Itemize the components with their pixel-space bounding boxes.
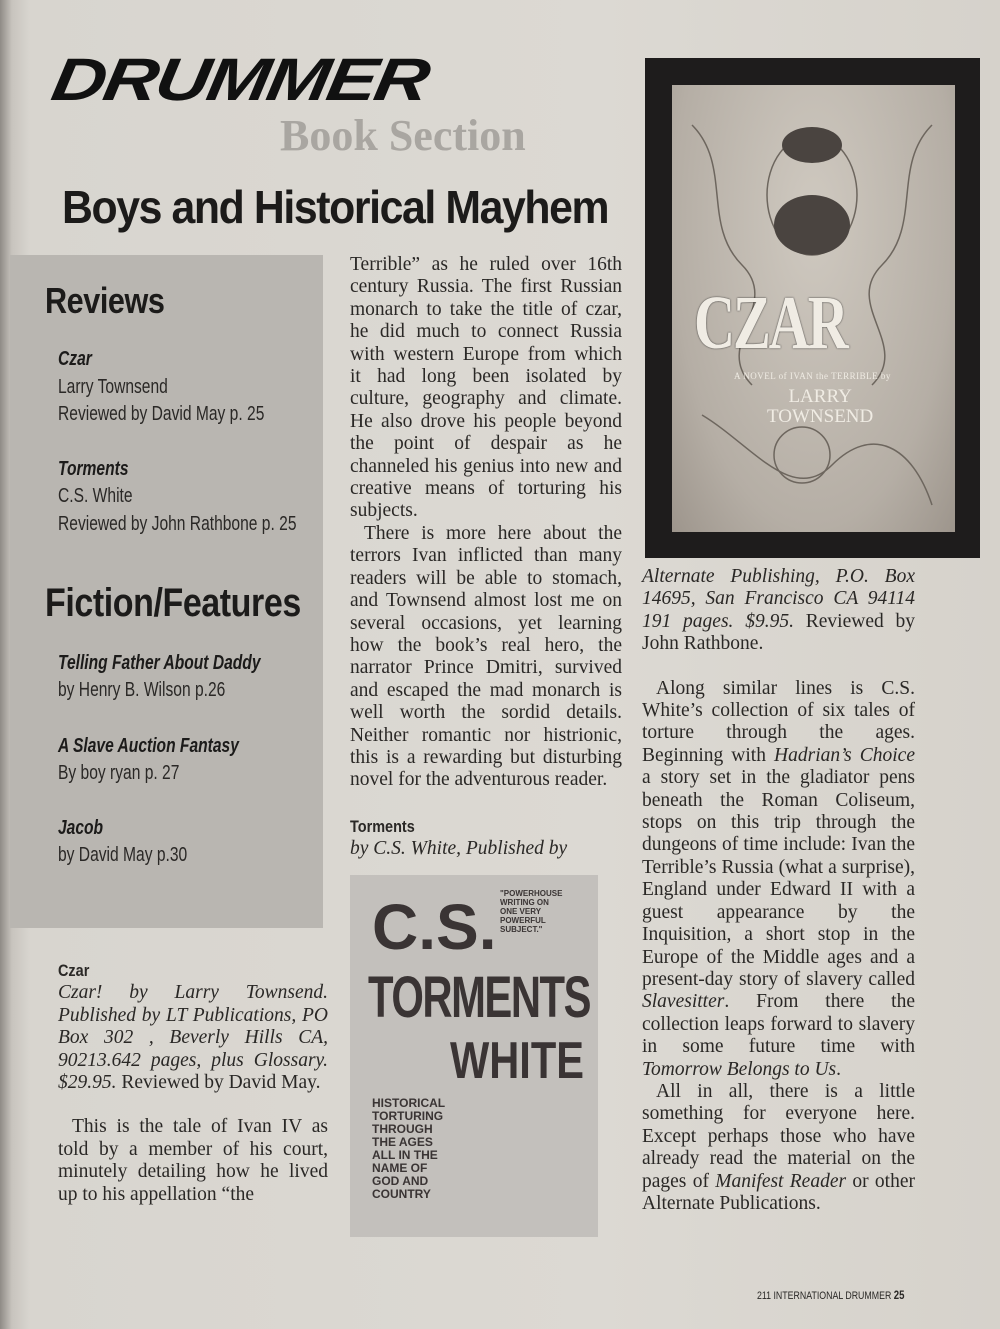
- torments-paragraph: All in all, there is a little something for everyone here. Except perhaps those who have already read the material on the pages of Manifest Reader or other Alternate Publications.: [642, 1080, 915, 1214]
- czar-paragraph: There is more here about the terrors Ivan inflicted than many readers will be able to stomach, and Townsend almost lost me on several occasions, yet learning how the book’s real hero, the narrator Prince Dmitri, survived and escaped the mad monarch is well worth the sordid details. Neither romantic nor histrionic, this is a rewarding but disturbing novel for the adventurous reader.: [350, 522, 622, 791]
- cover-title: CZAR: [694, 281, 847, 365]
- torments-subhead: Torments: [350, 816, 415, 836]
- czar-review-start: [58, 960, 328, 1206]
- cover-quote: "POWERHOUSE WRITING ON ONE VERY POWERFUL SUBJECT.": [500, 888, 563, 934]
- review-reviewer: Reviewed by John Rathbone p. 25: [58, 513, 297, 535]
- cover-author-first: LARRY: [788, 386, 852, 407]
- contents-sidebar: [10, 255, 323, 928]
- cover-author: [767, 387, 873, 427]
- fiction-title: Jacob: [58, 817, 104, 839]
- fiction-title: Telling Father About Daddy: [58, 652, 261, 674]
- czar-paragraph: Terrible” as he ruled over 16th century Russia. The first Russian monarch to take the title of czar, he did much to connect Russia with western Europe from which it had long been isolated by culture, geography and climate. He also drove his people beyond the point of despair as he channeled his genius into new and creative means of torturing his subjects.: [350, 254, 622, 522]
- fiction-byline: by David May p.30: [58, 844, 188, 866]
- torments-reviewer: Reviewed by John Rathbone.: [642, 610, 916, 655]
- page-number: 25: [893, 1288, 905, 1302]
- fiction-title: A Slave Auction Fantasy: [58, 735, 239, 757]
- torments-paragraph: Along similar lines is C.S. White’s collection of six tales of torture through the ages. Beginning with Hadrian’s Choice a story set in the gladiator pens beneath the Roman Coliseum, stops on this trip through the dungeons of time include: Ivan the Terrible’s Russia (what a surprise), England under Edward II with a guest appearance by the Inquisition, a short stop in the Europe of the Middle ages and a present-day story of slavery called Slavesitter. From there the collection leaps forward to slavery in some future time with Tomorrow Belongs to Us.: [642, 677, 915, 1080]
- cover-subtitle: A NOVEL of IVAN the TERRIBLE by: [734, 371, 891, 381]
- review-author: C.S. White: [58, 485, 133, 507]
- magazine-logo: DRUMMER: [46, 46, 433, 113]
- torments-review: [642, 566, 915, 1215]
- torments-citation: by C.S. White, Published by: [350, 838, 568, 860]
- review-reviewer: Reviewed by David May p. 25: [58, 403, 265, 425]
- cover-surname: WHITE: [450, 1031, 585, 1090]
- review-author: Larry Townsend: [58, 376, 168, 398]
- fiction-heading: Fiction/Features: [45, 581, 301, 625]
- page-footer: [757, 1288, 904, 1302]
- reviews-heading: Reviews: [45, 280, 165, 321]
- czar-review-continued: [350, 254, 622, 1237]
- book-section-label: Book Section: [280, 111, 526, 160]
- cover-art: [672, 85, 955, 532]
- cover-initials: C.S.: [372, 890, 497, 963]
- czar-subhead: Czar: [58, 961, 90, 980]
- cover-title: TORMENTS: [368, 964, 591, 1030]
- czar-citation: Czar! by Larry Townsend. Published by LT Publications, PO Box 302 , Beverly Hills CA, 90213.642 pages, plus Glossary. $29.95.: [58, 982, 328, 1094]
- czar-paragraph: This is the tale of Ivan IV as told by a member of his court, minutely detailing how he lived up to his appellation “the: [58, 1116, 328, 1205]
- review-title: Torments: [58, 458, 129, 480]
- cover-tagline: HISTORICAL TORTURING THROUGH THE AGES ALL IN THE NAME OF GOD AND COUNTRY: [372, 1095, 446, 1201]
- torments-book-cover-image: [350, 875, 598, 1237]
- cover-author-last: TOWNSEND: [767, 406, 874, 427]
- fiction-byline: by Henry B. Wilson p.26: [58, 679, 226, 701]
- page-headline: Boys and Historical Mayhem: [62, 181, 609, 233]
- fiction-byline: By boy ryan p. 27: [58, 762, 180, 784]
- czar-book-cover-image: [645, 58, 980, 558]
- footer-text: 211 INTERNATIONAL DRUMMER: [757, 1290, 894, 1302]
- review-title: Czar: [58, 348, 92, 370]
- czar-reviewer: Reviewed by David May.: [121, 1072, 321, 1094]
- torments-citation-cont: Alternate Publishing, P.O. Box 14695, San Francisco CA 94114 191 pages. $9.95.: [642, 566, 915, 632]
